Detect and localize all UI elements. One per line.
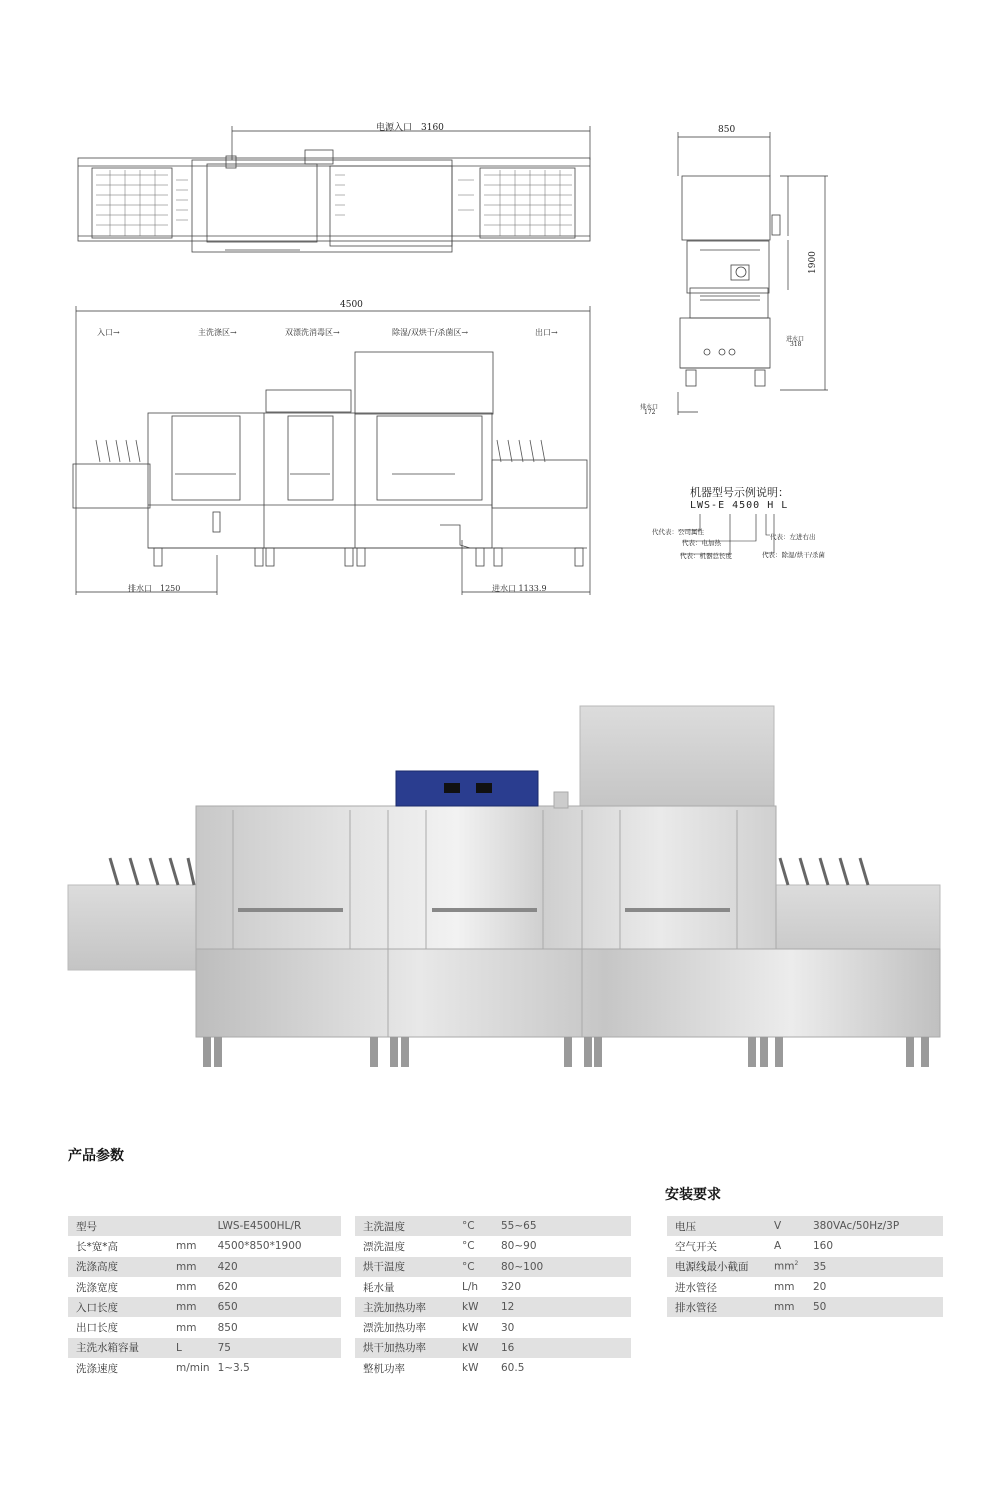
side-view-inlet-note: 进水口	[786, 336, 805, 343]
param-value: 12	[493, 1297, 631, 1317]
param-value: 4500*850*1900	[210, 1236, 341, 1256]
param-unit: mm	[168, 1236, 210, 1256]
param-name: 主洗加热功率	[355, 1297, 454, 1317]
front-view-drain-dimension: 排水口 1250	[128, 584, 181, 593]
param-name: 漂洗加热功率	[355, 1317, 454, 1337]
side-view-drain-value: 172	[644, 409, 656, 416]
param-value: 16	[493, 1338, 631, 1358]
param-unit	[168, 1216, 210, 1236]
zone-label-dry: 除湿/双烘干/杀菌区→	[392, 328, 469, 337]
product-params-table-left	[68, 1216, 341, 1378]
side-view-height-dimension: 1900	[808, 251, 818, 274]
param-value: 320	[493, 1277, 631, 1297]
product-params-table-middle	[355, 1216, 631, 1378]
table-row	[68, 1257, 341, 1277]
model-example-title: 机器型号示例说明：	[690, 486, 789, 499]
param-value: 160	[805, 1236, 943, 1256]
param-name: 整机功率	[355, 1358, 454, 1378]
param-unit: V	[766, 1216, 805, 1236]
param-unit: kW	[454, 1338, 493, 1358]
model-note-heating: 代表：电加热	[682, 539, 721, 547]
table-row	[68, 1338, 341, 1358]
param-value: 80~90	[493, 1236, 631, 1256]
zone-label-exit: 出口→	[535, 328, 558, 337]
install-requirements-table	[667, 1216, 943, 1317]
param-value: 620	[210, 1277, 341, 1297]
side-view-drain-note: 排水口	[640, 404, 659, 411]
param-name: 电源线最小截面	[667, 1257, 766, 1277]
param-name: 出口长度	[68, 1317, 168, 1337]
param-unit: °C	[454, 1257, 493, 1277]
param-name: 洗涤宽度	[68, 1277, 168, 1297]
model-note-company: 代代表：公司属性	[652, 528, 704, 536]
param-unit: kW	[454, 1358, 493, 1378]
param-unit-text: mm	[774, 1260, 795, 1273]
param-value: 20	[805, 1277, 943, 1297]
param-unit: mm	[168, 1277, 210, 1297]
param-value: 420	[210, 1257, 341, 1277]
model-example-code: LWS-E 4500 H L	[690, 500, 789, 511]
param-unit: m/min	[168, 1358, 210, 1378]
model-note-direction: 代表：左进右出	[770, 533, 816, 541]
param-unit	[766, 1257, 805, 1277]
table-row	[355, 1358, 631, 1378]
param-name: 烘干加热功率	[355, 1338, 454, 1358]
param-name: 主洗水箱容量	[68, 1338, 168, 1358]
table-row	[355, 1257, 631, 1277]
table-row	[667, 1297, 943, 1317]
param-name: 烘干温度	[355, 1257, 454, 1277]
param-value: 30	[493, 1317, 631, 1337]
install-requirements-title: 安装要求	[665, 1187, 721, 1203]
param-unit: mm	[168, 1257, 210, 1277]
table-row	[68, 1317, 341, 1337]
param-unit: mm	[766, 1277, 805, 1297]
param-value: 1~3.5	[210, 1358, 341, 1378]
param-unit: L/h	[454, 1277, 493, 1297]
param-unit: mm	[168, 1317, 210, 1337]
param-name: 主洗温度	[355, 1216, 454, 1236]
product-params-title: 产品参数	[68, 1148, 124, 1164]
top-view-width-dimension: 电源入口 3160	[376, 123, 444, 133]
table-row	[355, 1317, 631, 1337]
param-unit: mm	[766, 1297, 805, 1317]
zone-label-entry: 入口→	[97, 328, 120, 337]
param-name: 耗水量	[355, 1277, 454, 1297]
param-name: 长*宽*高	[68, 1236, 168, 1256]
param-unit: kW	[454, 1317, 493, 1337]
table-row	[355, 1236, 631, 1256]
param-value: 650	[210, 1297, 341, 1317]
table-row	[667, 1257, 943, 1277]
side-view-width-dimension: 850	[718, 125, 736, 135]
table-row	[355, 1216, 631, 1236]
table-row	[355, 1338, 631, 1358]
param-unit-superscript: 2	[794, 1260, 799, 1268]
table-row	[68, 1358, 341, 1378]
front-view-length-dimension: 4500	[340, 300, 363, 310]
param-value: LWS-E4500HL/R	[210, 1216, 341, 1236]
param-unit: A	[766, 1236, 805, 1256]
table-row	[68, 1277, 341, 1297]
param-name: 电压	[667, 1216, 766, 1236]
param-name: 入口长度	[68, 1297, 168, 1317]
side-view-inlet-value: 318	[790, 341, 802, 348]
model-note-length: 代表：机器总长度	[680, 552, 732, 560]
param-unit: °C	[454, 1216, 493, 1236]
param-name: 洗涤高度	[68, 1257, 168, 1277]
table-row	[667, 1216, 943, 1236]
table-row	[667, 1236, 943, 1256]
table-row	[68, 1236, 341, 1256]
param-name: 漂洗温度	[355, 1236, 454, 1256]
table-row	[355, 1297, 631, 1317]
param-name: 型号	[68, 1216, 168, 1236]
param-unit: L	[168, 1338, 210, 1358]
param-name: 排水管径	[667, 1297, 766, 1317]
dishwasher-render	[68, 706, 940, 1067]
table-row	[355, 1277, 631, 1297]
table-row	[68, 1216, 341, 1236]
zone-label-main-wash: 主洗涤区→	[198, 328, 237, 337]
param-unit: °C	[454, 1236, 493, 1256]
param-name: 进水管径	[667, 1277, 766, 1297]
param-name: 空气开关	[667, 1236, 766, 1256]
front-view-inlet-dimension: 进水口 1133.9	[492, 584, 547, 593]
param-unit: mm	[168, 1297, 210, 1317]
param-unit: kW	[454, 1297, 493, 1317]
param-value: 850	[210, 1317, 341, 1337]
param-value: 380VAc/50Hz/3P	[805, 1216, 943, 1236]
param-value: 55~65	[493, 1216, 631, 1236]
param-value: 75	[210, 1338, 341, 1358]
param-value: 35	[805, 1257, 943, 1277]
param-value: 80~100	[493, 1257, 631, 1277]
zone-label-rinse: 双漂洗消毒区→	[285, 328, 340, 337]
param-value: 60.5	[493, 1358, 631, 1378]
table-row	[667, 1277, 943, 1297]
table-row	[68, 1297, 341, 1317]
model-note-function: 代表：除湿/烘干/杀菌	[762, 551, 825, 559]
param-name: 洗涤速度	[68, 1358, 168, 1378]
param-value: 50	[805, 1297, 943, 1317]
